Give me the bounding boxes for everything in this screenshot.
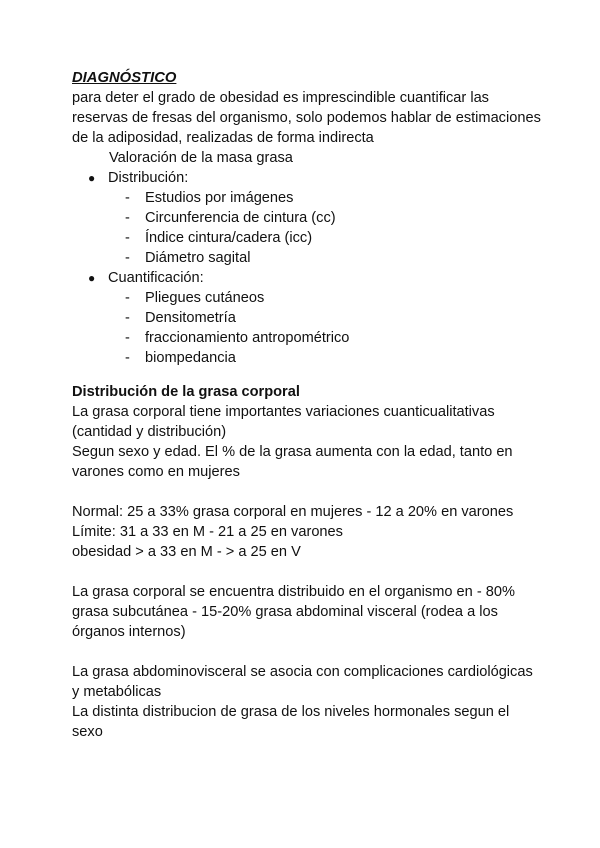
distribution-paragraph: La distinta distribucion de grasa de los niveles hormonales segun el sexo [72, 704, 510, 740]
normal-range: Normal: 25 a 33% grasa corporal en mujeres - 12 a 20% en varones [72, 504, 514, 520]
document-page [72, 68, 542, 742]
list-item: - Diámetro sagital [125, 250, 251, 266]
bullet-quantification [72, 268, 542, 368]
diagnosis-heading: DIAGNÓSTICO [72, 70, 177, 86]
list-item: - Densitometría [125, 310, 236, 326]
distribution-paragraph: La grasa abdominovisceral se asocia con complicaciones cardiológicas y metabólicas [72, 664, 533, 700]
distribution-heading: Distribución de la grasa corporal [72, 384, 300, 400]
list-item: - Circunferencia de cintura (cc) [125, 210, 336, 226]
distribution-paragraph: Segun sexo y edad. El % de la grasa aumenta con la edad, tanto en varones como en mujeres [72, 444, 513, 480]
list-item: - Índice cintura/cadera (icc) [125, 230, 313, 246]
list-item: - Pliegues cutáneos [125, 290, 265, 306]
diagnosis-intro: para deter el grado de obesidad es imprescindible cuantificar las reservas de fresas del organismo, solo podemos hablar de estimaciones de la adiposidad, realizadas de forma indirecta [72, 90, 541, 146]
list-item: - Estudios por imágenes [125, 190, 294, 206]
distribution-paragraph: La grasa corporal tiene importantes variaciones cuanticualitativas (cantidad y distribución) [72, 404, 495, 440]
list-item: - biompedancia [125, 350, 236, 366]
list-item: - fraccionamiento antropométrico [125, 330, 350, 346]
obesity-range: obesidad > a 33 en M - > a 25 en V [72, 544, 301, 560]
bullet-dot-icon: ● [88, 271, 96, 285]
bullet-label: Distribución: [108, 170, 189, 186]
limit-range: Límite: 31 a 33 en M - 21 a 25 en varones [72, 524, 343, 540]
bullet-distribution [72, 168, 542, 268]
bullet-label: Cuantificación: [108, 270, 204, 286]
distribution-paragraph: La grasa corporal se encuentra distribuido en el organismo en - 80% grasa subcutánea - 15-20% grasa abdominal visceral (rodea a los órganos internos) [72, 584, 515, 640]
diagnosis-subtitle: Valoración de la masa grasa [109, 150, 293, 166]
bullet-dot-icon: ● [88, 171, 96, 185]
